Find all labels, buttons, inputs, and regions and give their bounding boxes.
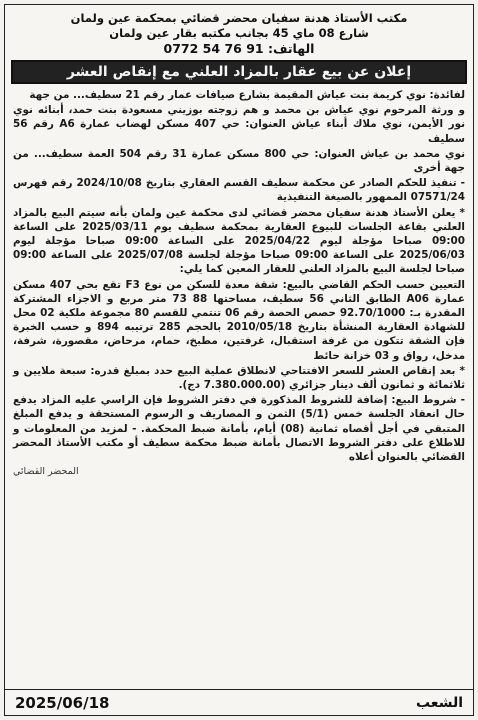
office-address: شارع 08 ماي 45 بجانب مكتبه بقار عين ولمان [109, 26, 369, 40]
heirs-paragraph: و ورثة المرحوم نوي عياش بن محمد و هم زوجته بوزيني مسعودة بنت حمد، أبنائه نوي نور الأيمن، نوي ملاك أبناء عياش العنوان: حي 407 مسكن لهضاب عمارة A6 رقم 56 سطيف [13, 104, 465, 145]
publication-date: 2025/06/18 [15, 693, 110, 712]
plaintiff-paragraph: لفائدة: نوي كريمة بنت عياش المقيمة بشارع صيافات عمار رقم 21 سطيف... من جهة [29, 89, 465, 101]
office-name: مكتب الأستاذ هدنة سفيان محضر قضائي بمحكمة عين ولمان [70, 11, 408, 25]
publication-name: الشعب [415, 694, 463, 711]
property-description-paragraph: التعيين حسب الحكم القاضي بالبيع: شقة معدة للسكن من نوع F3 تقع بحي 407 مسكن عمارة A06 الطابق الثاني 56 سطيف، مساحتها 88 73 متر مربع و الاجزاء المشتركة المقدرة بـ: 92.70/1000 حصص الحصة رقم 06 تنتمي للقسم 80 مجموعة ملكية 02 محل للشهادة العقارية المنشأة بتاريخ 2010/05/18 بالحجم 285 ترتيبه 894 و حسب الخبرة فإن الشقة تتكون من غرفة استقبال، غرفتين، مطبخ، حمام، مرحاض، مقصورة، شرفة، مدخل، رواق و 03 خزانة حائط [13, 278, 465, 362]
opening-price-paragraph: * بعد إنقاص العشر للسعر الافتتاحي لانطلاق عملية البيع حدد بمبلغ قدره: سبعة ملايين و ثلاثمائة و ثمانون ألف دينار جزائري (7.380.000.00 دج). [13, 364, 465, 392]
office-phone: الهاتف: 91 76 54 0772 [163, 41, 315, 56]
office-header [5, 5, 473, 56]
defendant-paragraph: نوي محمد بن عياش العنوان: حي 800 مسكن عمارة 31 رقم 504 العمة سطيف... من جهة أخرى [13, 147, 465, 175]
sale-conditions-paragraph: - شروط البيع: إضافة للشروط المذكورة في دفتر الشروط فإن الراسي عليه المزاد يدفع حال انعقاد الجلسة خمس (5/1) الثمن و المصاريف و الرسوم المستحقة و يدفع المبلغ المتبقي في أجل أقصاه ثمانية (08) أيام، بأمانة ضبط المحكمة. - لمزيد من المعلومات و للاطلاع على دفتر الشروط الاتصال بأمانة ضبط محكمة سطيف أو مكتب الأستاذ المحضر القضائي بالعنوان أعلاه [13, 394, 466, 464]
announcement-page [4, 4, 474, 716]
auction-dates-paragraph: * يعلن الأستاذ هدنة سفيان محضر قضائي لدى محكمة عين ولمان بأنه سيتم البيع بالمزاد العلني بقاعة الجلسات للبيوع العقارية بمحكمة سطيف يوم 2025/03/11 على الساعة 09:00 صباحا مؤجلة ليوم 2025/04/22 على الساعة 09:00 صباحا مؤجلة ليوم 2025/06/03 على الساعة 09:00 صباحا مؤجلة لجلسة 2025/07/08 على الساعة 09:00 صباحا لجلسة البيع بالمزاد العلني للعقار المعين كما يلي: [13, 206, 466, 276]
announcement-body [5, 84, 473, 464]
announcement-title: إعلان عن بيع عقار بالمزاد العلني مع إنقاص العشر [11, 60, 467, 84]
publication-footer [5, 689, 473, 715]
bailiff-signature: المحضر القضائي [13, 466, 79, 478]
judgment-paragraph: - تنفيذ للحكم الصادر عن محكمة سطيف القسم العقاري بتاريخ 2024/10/08 رقم فهرس 07571/24 الممهور بالصيغة التنفيذية [13, 177, 465, 204]
